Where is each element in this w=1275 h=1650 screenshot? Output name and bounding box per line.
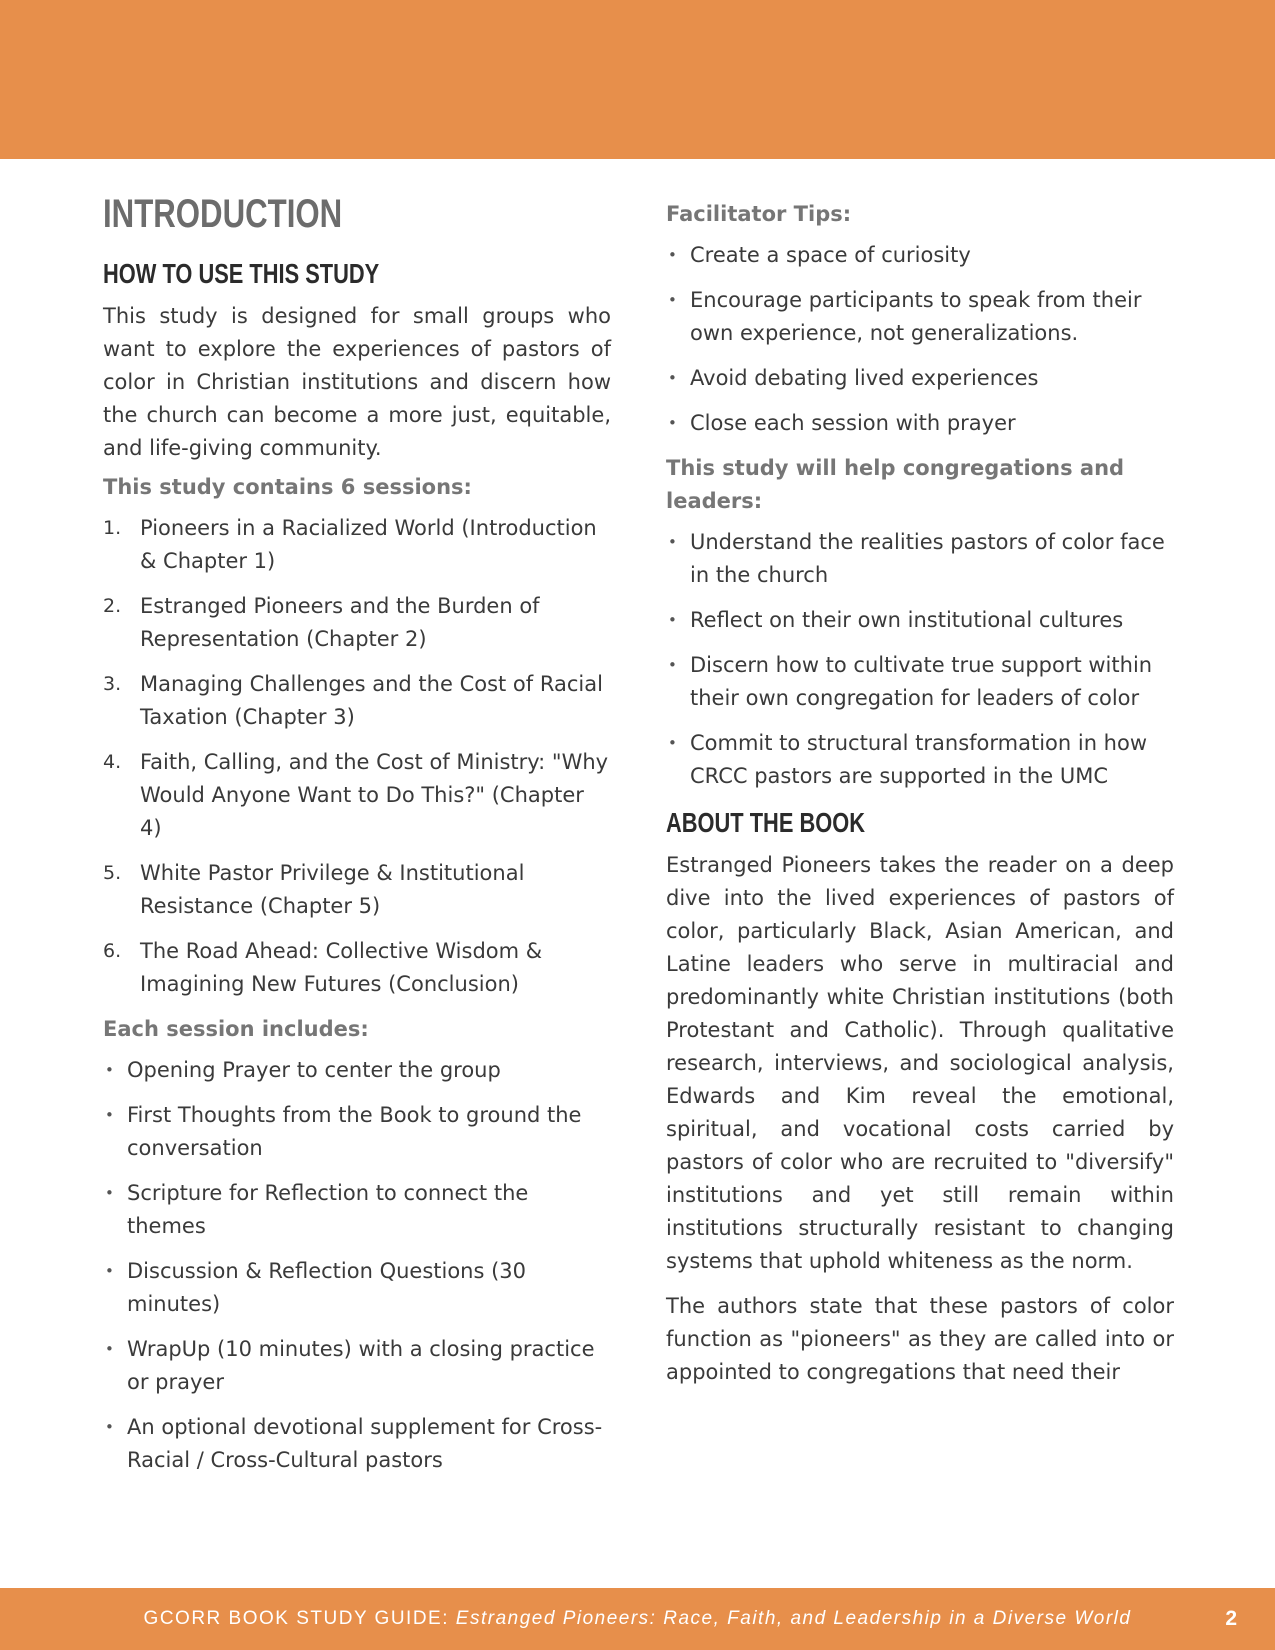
tips-list (666, 239, 1174, 440)
help-list (666, 526, 1174, 793)
list-item: • Understand the realities pastors of color face in the church (666, 526, 1174, 592)
page-number: 2 (1225, 1607, 1237, 1630)
help-label: This study will help congregations and leaders: (666, 456, 1125, 513)
list-item: • Discern how to cultivate true support within their own congregation for leaders of color (666, 649, 1174, 715)
list-item: 2. Estranged Pioneers and the Burden of Representation (Chapter 2) (103, 594, 540, 651)
list-item: • Avoid debating lived experiences (666, 362, 1174, 395)
right-column (666, 198, 1174, 1389)
list-item: • Commit to structural transformation in how CRCC pastors are supported in the UMC (666, 727, 1174, 793)
includes-list (103, 1054, 611, 1477)
how-to-use-heading: HOW TO USE THIS STUDY (103, 258, 380, 289)
list-item: • Encourage participants to speak from their own experience, not generalizations. (666, 284, 1174, 350)
list-item: • Create a space of curiosity (666, 239, 1174, 272)
footer-book-title: Estranged Pioneers: Race, Faith, and Leadership in a Diverse World (455, 1608, 1132, 1629)
list-item: • Reflect on their own institutional cultures (666, 604, 1174, 637)
list-item: • First Thoughts from the Book to ground the conversation (103, 1099, 611, 1165)
about-paragraph-2: The authors state that these pastors of color function as "pioneers" as they are called into or appointed to congregations that need their (666, 1294, 1174, 1384)
list-item: 1. Pioneers in a Racialized World (Introduction & Chapter 1) (103, 516, 597, 573)
sessions-list (103, 512, 611, 1001)
left-column (103, 190, 611, 1489)
list-item: • Scripture for Reflection to connect the themes (103, 1177, 611, 1243)
footer-title (0, 1588, 1275, 1650)
list-item: • Opening Prayer to center the group (103, 1054, 611, 1087)
sessions-label: This study contains 6 sessions: (103, 475, 472, 499)
list-item: 4. Faith, Calling, and the Cost of Ministry: "Why Would Anyone Want to Do This?" (Chapter 4) (103, 750, 609, 840)
list-item: 6. The Road Ahead: Collective Wisdom & Imagining New Futures (Conclusion) (103, 939, 543, 996)
list-item: 3. Managing Challenges and the Cost of Racial Taxation (Chapter 3) (103, 672, 603, 729)
footer-prefix: GCORR BOOK STUDY GUIDE: (143, 1608, 456, 1629)
list-item: • Discussion & Reflection Questions (30 minutes) (103, 1255, 611, 1321)
intro-paragraph: This study is designed for small groups who want to explore the experiences of pastors of color in Christian institutions and discern how the church can become a more just, equitable, and life-giving community. (103, 304, 611, 460)
list-item: 5. White Pastor Privilege & Institutional Resistance (Chapter 5) (103, 861, 525, 918)
includes-label: Each session includes: (103, 1017, 369, 1041)
about-book-heading: ABOUT THE BOOK (666, 807, 865, 838)
list-item: • WrapUp (10 minutes) with a closing practice or prayer (103, 1333, 611, 1399)
footer-band (0, 1588, 1275, 1650)
about-paragraph-1: Estranged Pioneers takes the reader on a deep dive into the lived experiences of pastors of color, particularly Black, Asian American, and Latine leaders who serve in multiracial and predominantly white Christian institutions (both Protestant and Catholic). Through qualitative research, interviews, and sociological analysis, Edwards and Kim reveal the emotional, spiritual, and vocational costs carried by pastors of color who are recruited to "diversify" institutions and yet still remain within institutions structurally resistant to changing systems that uphold whiteness as the norm. (666, 853, 1174, 1273)
list-item: • An optional devotional supplement for Cross-Racial / Cross-Cultural pastors (103, 1411, 611, 1477)
facilitator-tips-label: Facilitator Tips: (666, 202, 852, 226)
header-band (0, 0, 1275, 159)
list-item: • Close each session with prayer (666, 407, 1174, 440)
page-title: INTRODUCTION (103, 192, 343, 236)
